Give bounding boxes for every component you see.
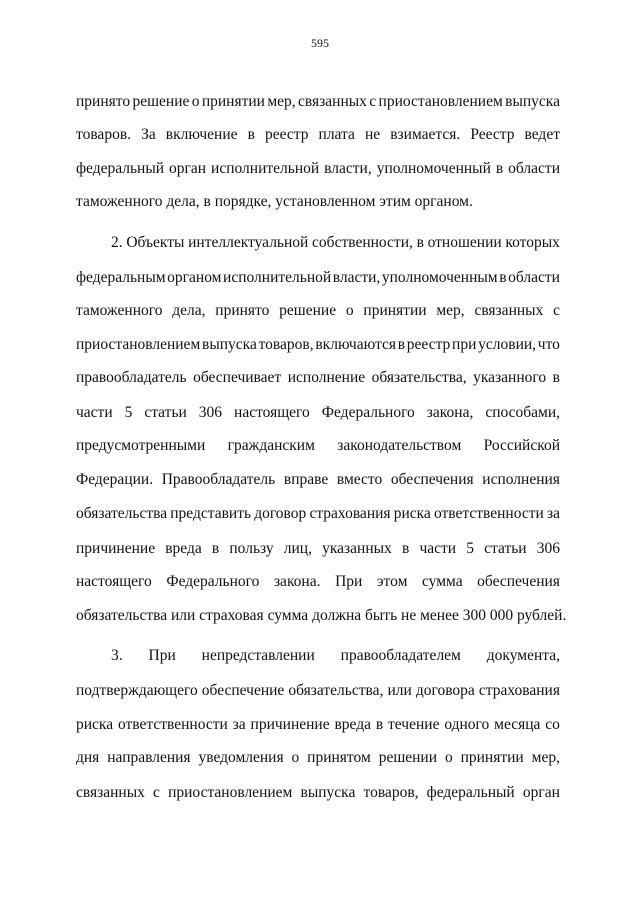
word: с bbox=[553, 302, 560, 319]
word: обеспечивает bbox=[193, 369, 282, 386]
word: При bbox=[335, 573, 363, 590]
word: риска bbox=[393, 505, 431, 522]
word: в bbox=[552, 369, 560, 386]
word: в bbox=[211, 540, 220, 557]
word: исполнительной bbox=[211, 160, 320, 177]
text-line bbox=[76, 748, 560, 768]
word: мер, bbox=[436, 302, 465, 319]
word: быть bbox=[365, 607, 402, 624]
text-line bbox=[76, 192, 560, 212]
word: отношении bbox=[427, 234, 502, 251]
word: плата bbox=[318, 126, 355, 143]
text-line bbox=[76, 403, 560, 423]
word: причинение bbox=[250, 716, 330, 733]
text-line bbox=[111, 646, 560, 666]
word: в bbox=[495, 160, 504, 177]
word: правообладателем bbox=[340, 647, 461, 664]
word: 5 bbox=[124, 404, 133, 421]
word: Российской bbox=[483, 437, 560, 454]
word: власти, bbox=[324, 160, 372, 177]
word: товаров, bbox=[363, 784, 419, 801]
word: обеспечение bbox=[201, 682, 285, 699]
word: мер, bbox=[267, 93, 296, 110]
word: исполнение bbox=[287, 369, 366, 386]
word: 5 bbox=[466, 540, 474, 557]
word: части bbox=[419, 540, 457, 557]
word: реестр bbox=[406, 336, 451, 353]
word: ответственности bbox=[433, 505, 544, 522]
word: части bbox=[76, 404, 113, 421]
word: области bbox=[508, 160, 560, 177]
word: приостановлением bbox=[168, 784, 293, 801]
word: в bbox=[401, 540, 410, 557]
word: страхования bbox=[309, 505, 391, 522]
text-line bbox=[76, 572, 560, 592]
word: или bbox=[170, 607, 200, 624]
text-line bbox=[76, 606, 567, 626]
word: исполнения bbox=[482, 471, 560, 488]
word: причинение bbox=[76, 540, 156, 557]
word: в bbox=[203, 193, 215, 210]
text-line bbox=[76, 268, 560, 288]
word: принятии bbox=[363, 302, 427, 319]
word: собственности, bbox=[312, 234, 413, 251]
word: о bbox=[444, 749, 453, 766]
word: орган bbox=[169, 160, 207, 177]
word: принятом bbox=[307, 749, 371, 766]
word: органом bbox=[167, 269, 222, 286]
word: вреда bbox=[165, 540, 202, 557]
word: федеральным bbox=[76, 269, 166, 286]
word: За bbox=[141, 126, 156, 143]
text-line bbox=[76, 125, 560, 145]
word: Реестр bbox=[470, 126, 515, 143]
word: закона. bbox=[273, 573, 321, 590]
word: условии, bbox=[478, 336, 537, 353]
word: сумма bbox=[421, 573, 463, 590]
text-line bbox=[76, 715, 560, 735]
word: уполномоченным bbox=[381, 269, 498, 286]
word: договор bbox=[254, 505, 307, 522]
word: связанных bbox=[76, 784, 145, 801]
word: в bbox=[499, 269, 507, 286]
word: 300 bbox=[462, 607, 490, 624]
word: установленном bbox=[275, 193, 380, 210]
word: предусмотренными bbox=[76, 437, 206, 454]
word: таможенного bbox=[76, 193, 167, 210]
text-line bbox=[76, 159, 560, 179]
word: течение bbox=[388, 716, 440, 733]
word: в bbox=[247, 126, 255, 143]
word: что bbox=[537, 336, 560, 353]
word: интеллектуальной bbox=[188, 234, 309, 251]
text-line bbox=[76, 335, 560, 355]
text-line bbox=[111, 233, 560, 253]
word: рублей. bbox=[516, 607, 567, 624]
word: Федерального bbox=[321, 404, 415, 421]
word: одного bbox=[444, 716, 490, 733]
word: направления bbox=[107, 749, 191, 766]
text-line bbox=[76, 436, 560, 456]
word: вправе bbox=[283, 471, 329, 488]
word: связанных bbox=[298, 93, 367, 110]
word: Объекты bbox=[126, 234, 185, 251]
word: закона, bbox=[426, 404, 474, 421]
word: решение bbox=[132, 93, 190, 110]
word: приостановлением bbox=[76, 336, 201, 353]
word: гражданским bbox=[227, 437, 315, 454]
word: обязательства, bbox=[371, 369, 467, 386]
word: принятии bbox=[201, 93, 265, 110]
word: выпуска bbox=[505, 93, 560, 110]
word: не bbox=[364, 126, 381, 143]
word: Правообладатель bbox=[161, 471, 276, 488]
word: этом bbox=[376, 573, 408, 590]
word: реестр bbox=[264, 126, 309, 143]
word: статьи bbox=[144, 404, 187, 421]
word: принятии bbox=[460, 749, 524, 766]
word: дела, bbox=[172, 302, 206, 319]
word: документа, bbox=[486, 647, 560, 664]
word: принято bbox=[76, 93, 131, 110]
word: способами, bbox=[485, 404, 560, 421]
word: выпуска bbox=[300, 784, 356, 801]
word: дела, bbox=[166, 193, 204, 210]
word: статьи bbox=[484, 540, 527, 557]
word: принято bbox=[215, 302, 270, 319]
word: включение bbox=[165, 126, 238, 143]
word: 000 bbox=[489, 607, 517, 624]
word: с bbox=[369, 93, 377, 110]
word: федеральный bbox=[76, 160, 165, 177]
word: правообладатель bbox=[76, 369, 187, 386]
word: договора bbox=[415, 682, 475, 699]
word: законодательством bbox=[337, 437, 462, 454]
word: указанных bbox=[322, 540, 392, 557]
word: связанных bbox=[474, 302, 544, 319]
word: в bbox=[397, 336, 406, 353]
word: страховая bbox=[199, 607, 268, 624]
word: при bbox=[452, 336, 477, 353]
word: власти, bbox=[332, 269, 381, 286]
word: уполномоченный bbox=[376, 160, 491, 177]
word: о bbox=[191, 93, 200, 110]
word: дня bbox=[76, 749, 100, 766]
word: взимается. bbox=[390, 126, 461, 143]
word: обеспечения bbox=[477, 573, 560, 590]
word: решение bbox=[279, 302, 337, 319]
word: порядке, bbox=[214, 193, 276, 210]
word: о bbox=[291, 749, 300, 766]
text-line bbox=[76, 92, 560, 112]
text-line bbox=[76, 368, 560, 388]
word: таможенного bbox=[76, 302, 163, 319]
word: Федерального bbox=[166, 573, 260, 590]
word: При bbox=[148, 647, 176, 664]
word: страхования bbox=[478, 682, 560, 699]
word: вместо bbox=[336, 471, 383, 488]
word: за bbox=[546, 505, 560, 522]
word: сумма bbox=[267, 607, 313, 624]
word: непредставлении bbox=[201, 647, 315, 664]
text-line bbox=[76, 301, 560, 321]
word: мер, bbox=[531, 749, 560, 766]
text-line bbox=[76, 470, 560, 490]
word: товаров, bbox=[258, 336, 314, 353]
word: указанного bbox=[473, 369, 547, 386]
word: области bbox=[508, 269, 560, 286]
word: настоящего bbox=[234, 404, 310, 421]
word: ведет bbox=[524, 126, 560, 143]
word: Федерации. bbox=[76, 471, 154, 488]
text-line bbox=[76, 681, 560, 701]
word: обеспечения bbox=[390, 471, 474, 488]
word: представить bbox=[170, 505, 252, 522]
word: менее bbox=[420, 607, 463, 624]
word: в bbox=[375, 716, 384, 733]
word: приостановлением bbox=[378, 93, 503, 110]
word: ответственности bbox=[117, 716, 228, 733]
word: этим bbox=[379, 193, 415, 210]
word: с bbox=[153, 784, 160, 801]
word: выпуска bbox=[202, 336, 257, 353]
text-line bbox=[76, 539, 560, 559]
word: федеральный bbox=[426, 784, 515, 801]
word: должна bbox=[312, 607, 365, 624]
text-line bbox=[76, 783, 560, 803]
word: обязательства, bbox=[288, 682, 384, 699]
word: риска bbox=[76, 716, 114, 733]
word: о bbox=[345, 302, 354, 319]
word: уведомления bbox=[198, 749, 284, 766]
word: в bbox=[416, 234, 424, 251]
word: вреда bbox=[334, 716, 371, 733]
word: подтверждающего bbox=[76, 682, 198, 699]
word: органом. bbox=[414, 193, 473, 210]
word: 306 bbox=[536, 540, 560, 557]
word: не bbox=[401, 607, 421, 624]
text-line bbox=[76, 504, 560, 524]
word: настоящего bbox=[76, 573, 152, 590]
word: 306 bbox=[198, 404, 223, 421]
word: решении bbox=[378, 749, 438, 766]
word: лиц, bbox=[283, 540, 312, 557]
word: за bbox=[232, 716, 246, 733]
word: включаются bbox=[315, 336, 396, 353]
word: или bbox=[387, 682, 412, 699]
word: 3. bbox=[111, 647, 123, 664]
word: 2. bbox=[111, 234, 123, 251]
page-number: 595 bbox=[311, 36, 329, 50]
word: месяца bbox=[494, 716, 541, 733]
word: обязательства bbox=[76, 505, 168, 522]
word: обязательства bbox=[76, 607, 171, 624]
word: исполнительной bbox=[223, 269, 332, 286]
word: товаров. bbox=[76, 126, 132, 143]
word: пользу bbox=[229, 540, 274, 557]
word: со bbox=[545, 716, 560, 733]
word: орган bbox=[522, 784, 560, 801]
word: которых bbox=[505, 234, 560, 251]
